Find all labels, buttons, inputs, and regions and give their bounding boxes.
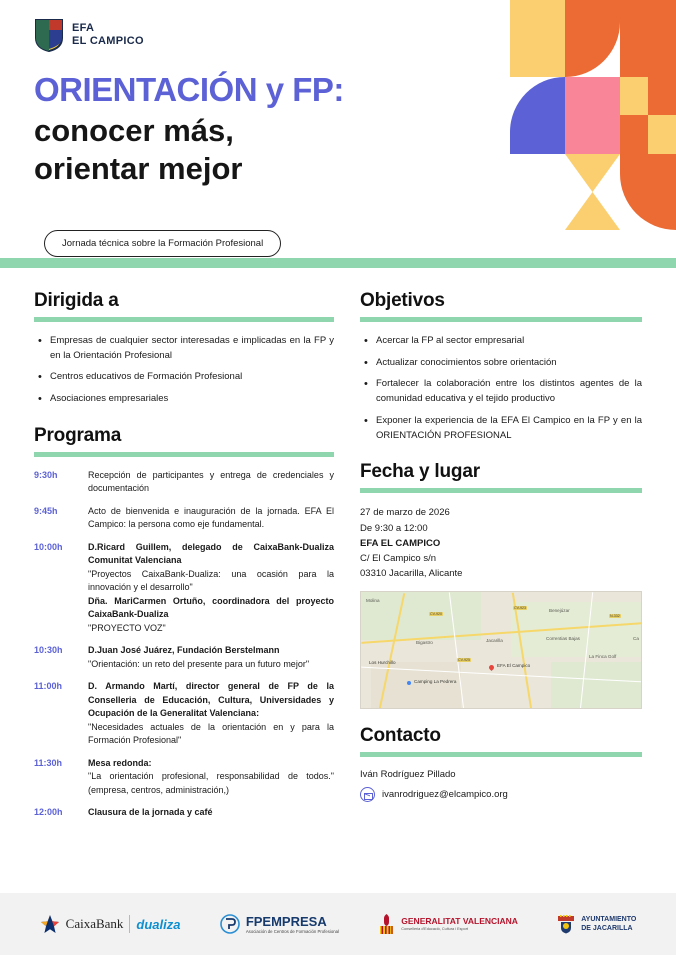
list-item: • Acercar la FP al sector empresarial — [376, 334, 642, 349]
footer-divider — [129, 915, 130, 933]
schedule-row — [34, 757, 334, 798]
map-label: Benejúzar — [549, 608, 570, 614]
objetivos-list — [360, 334, 642, 443]
location-map[interactable] — [360, 591, 642, 709]
decorative-geometric-pattern — [510, 0, 676, 230]
schedule-line: "Proyectos CaixaBank-Dualiza: una ocasión para la innovación y el desarrollo" — [88, 568, 334, 593]
dirigida-heading: Dirigida a — [34, 290, 119, 311]
logo-line-1: EFA — [72, 22, 95, 35]
schedule-time: 10:00h — [34, 541, 63, 552]
schedule-line: "La orientación profesional, responsabilidad de todos." (empresa, centros, administración,) — [88, 771, 334, 795]
schedule-row — [34, 806, 334, 820]
event-address-1: C/ El Campico s/n — [360, 552, 437, 564]
sponsor-fpempresa — [220, 914, 339, 935]
schedule-row — [34, 505, 334, 532]
poster-body — [0, 268, 676, 829]
fecha-heading: Fecha y lugar — [360, 461, 480, 483]
map-road-label: CV-925 — [458, 658, 470, 663]
sponsor-ayuntamiento — [557, 914, 636, 934]
efa-logo — [34, 18, 144, 52]
schedule-time: 9:45h — [34, 505, 58, 516]
list-item: • Centros educativos de Formación Profesional — [50, 370, 334, 385]
schedule-line: Clausura de la jornada y café — [88, 807, 213, 818]
schedule-body — [88, 806, 334, 820]
schedule-line: D.Juan José Juárez, Fundación Berstelmann — [88, 645, 280, 656]
list-item: • Actualizar conocimientos sobre orientación — [376, 356, 642, 371]
map-label: Correntias Bajas — [546, 636, 580, 642]
fpempresa-icon — [220, 914, 240, 934]
schedule-body — [88, 469, 334, 496]
sponsor-label-line-2: DE JACARILLA — [581, 925, 633, 932]
schedule-time: 10:30h — [34, 645, 63, 656]
contact-email-row[interactable] — [360, 787, 642, 802]
map-label: Bigastro — [416, 640, 433, 646]
schedule-row — [34, 680, 334, 748]
event-venue: EFA EL CAMPICO — [360, 537, 441, 549]
schedule-line: Dña. MariCarmen Ortuño, coordinadora del proyecto CaixaBank-Dualiza — [88, 595, 334, 620]
schedule-time: 9:30h — [34, 469, 58, 480]
map-road-label: N-332 — [610, 614, 620, 619]
sponsor-generalitat — [378, 913, 518, 935]
subtitle-pill: Jornada técnica sobre la Formación Profesional — [44, 230, 281, 257]
schedule-line: D.Ricard Guillem, delegado de CaixaBank-Dualiza Comunitat Valenciana — [88, 541, 334, 566]
sponsor-sublabel: Asociación de Centros de Formación Profesional — [245, 928, 339, 934]
programa-schedule — [34, 469, 334, 820]
programa-heading: Programa — [34, 424, 122, 446]
sponsor-label-line-1: AYUNTAMIENTO — [581, 915, 637, 923]
logo-line-2: EL CAMPICO — [72, 35, 144, 47]
list-item: • Exponer la experiencia de la EFA El Campico en la FP y en la ORIENTACIÓN PROFESIONAL — [376, 414, 642, 443]
schedule-line: "Orientación: un reto del presente para un futuro mejor" — [88, 658, 310, 669]
schedule-body — [88, 680, 334, 748]
objetivos-rule — [360, 317, 642, 322]
schedule-row — [34, 469, 334, 496]
list-item: • Asociaciones empresariales — [50, 392, 334, 407]
event-address-2: 03310 Jacarilla, Alicante — [360, 568, 463, 580]
list-item: • Empresas de cualquier sector interesadas e implicadas en la FP y en la Orientación Profesional — [50, 334, 334, 363]
sponsor-label: CaixaBank — [65, 916, 124, 931]
title-line-1: ORIENTACIÓN y FP: — [34, 71, 344, 108]
schedule-row — [34, 644, 334, 671]
poster-title — [34, 72, 344, 188]
map-road-label: CV-923 — [514, 606, 526, 611]
schedule-line: Mesa redonda: — [88, 757, 152, 768]
sponsor-label — [581, 915, 636, 933]
title-line-2: conocer más, — [34, 113, 234, 149]
schedule-row — [34, 541, 334, 636]
schedule-body — [88, 757, 334, 798]
map-label: Ca — [633, 636, 639, 642]
map-label: La Finca Golf — [589, 654, 617, 660]
schedule-time: 11:00h — [34, 681, 63, 692]
caixabank-star-icon — [40, 914, 60, 934]
map-road-label: CV-920 — [430, 612, 442, 617]
fecha-rule — [360, 488, 642, 493]
right-column — [360, 290, 642, 829]
schedule-body — [88, 644, 334, 671]
list-item: • Fortalecer la colaboración entre los distintos agentes de la comunidad educativa y el tejido productivo — [376, 377, 642, 406]
contacto-rule — [360, 752, 642, 757]
map-poi: Los Hurchillo — [369, 660, 396, 666]
header-green-band — [0, 258, 676, 268]
schedule-line: "PROYECTO VOZ" — [88, 622, 166, 633]
left-column — [34, 290, 334, 829]
sponsor-caixabank — [40, 914, 181, 934]
map-label: Molina — [366, 598, 380, 604]
ayuntamiento-crest-icon — [557, 914, 575, 934]
logo-text — [72, 22, 144, 47]
sponsor-sublabel: Conselleria d'Educació, Cultura i Esport — [401, 926, 469, 931]
event-date: 27 de marzo de 2026 — [360, 507, 450, 519]
schedule-line: Recepción de participantes y entrega de credenciales y documentación — [88, 469, 334, 494]
sponsor-label: FPEMPRESA — [245, 913, 327, 929]
objetivos-heading: Objetivos — [360, 290, 445, 311]
poster-header — [0, 0, 676, 268]
shield-icon — [34, 18, 64, 52]
title-line-3: orientar mejor — [34, 151, 243, 187]
schedule-body — [88, 541, 334, 636]
map-label: Jacarilla — [486, 638, 503, 644]
schedule-body — [88, 505, 334, 532]
event-time: De 9:30 a 12:00 — [360, 522, 428, 534]
dirigida-rule — [34, 317, 334, 322]
sponsor-label: GENERALITAT VALENCIANA — [401, 916, 518, 927]
sponsor-footer — [0, 893, 676, 955]
schedule-time: 12:00h — [34, 807, 63, 818]
contacto-heading: Contacto — [360, 725, 441, 747]
map-poi: Camping La Pedrera — [414, 679, 457, 685]
schedule-time: 11:30h — [34, 757, 63, 768]
schedule-line: Acto de bienvenida e inauguración de la jornada. EFA El Campico: la persona como eje fundamental. — [88, 505, 334, 530]
programa-rule — [34, 452, 334, 457]
sponsor-label: dualiza — [136, 916, 181, 932]
schedule-line: D. Armando Martí, director general de FP de la Conselleria de Educación, Cultura, Universidades y Ocupación de la Generalitat Valenciana: — [88, 681, 334, 719]
map-poi: EFA El Campico — [497, 663, 531, 669]
contact-email[interactable]: ivanrodriguez@elcampico.org — [382, 789, 508, 801]
dirigida-list — [34, 334, 334, 407]
schedule-line: "Necesidades actuales de la orientación en y para la Formación Profesional" — [88, 721, 334, 746]
contact-name: Iván Rodríguez Pillado — [360, 769, 456, 781]
generalitat-crest-icon — [378, 913, 395, 935]
envelope-icon — [360, 787, 375, 802]
